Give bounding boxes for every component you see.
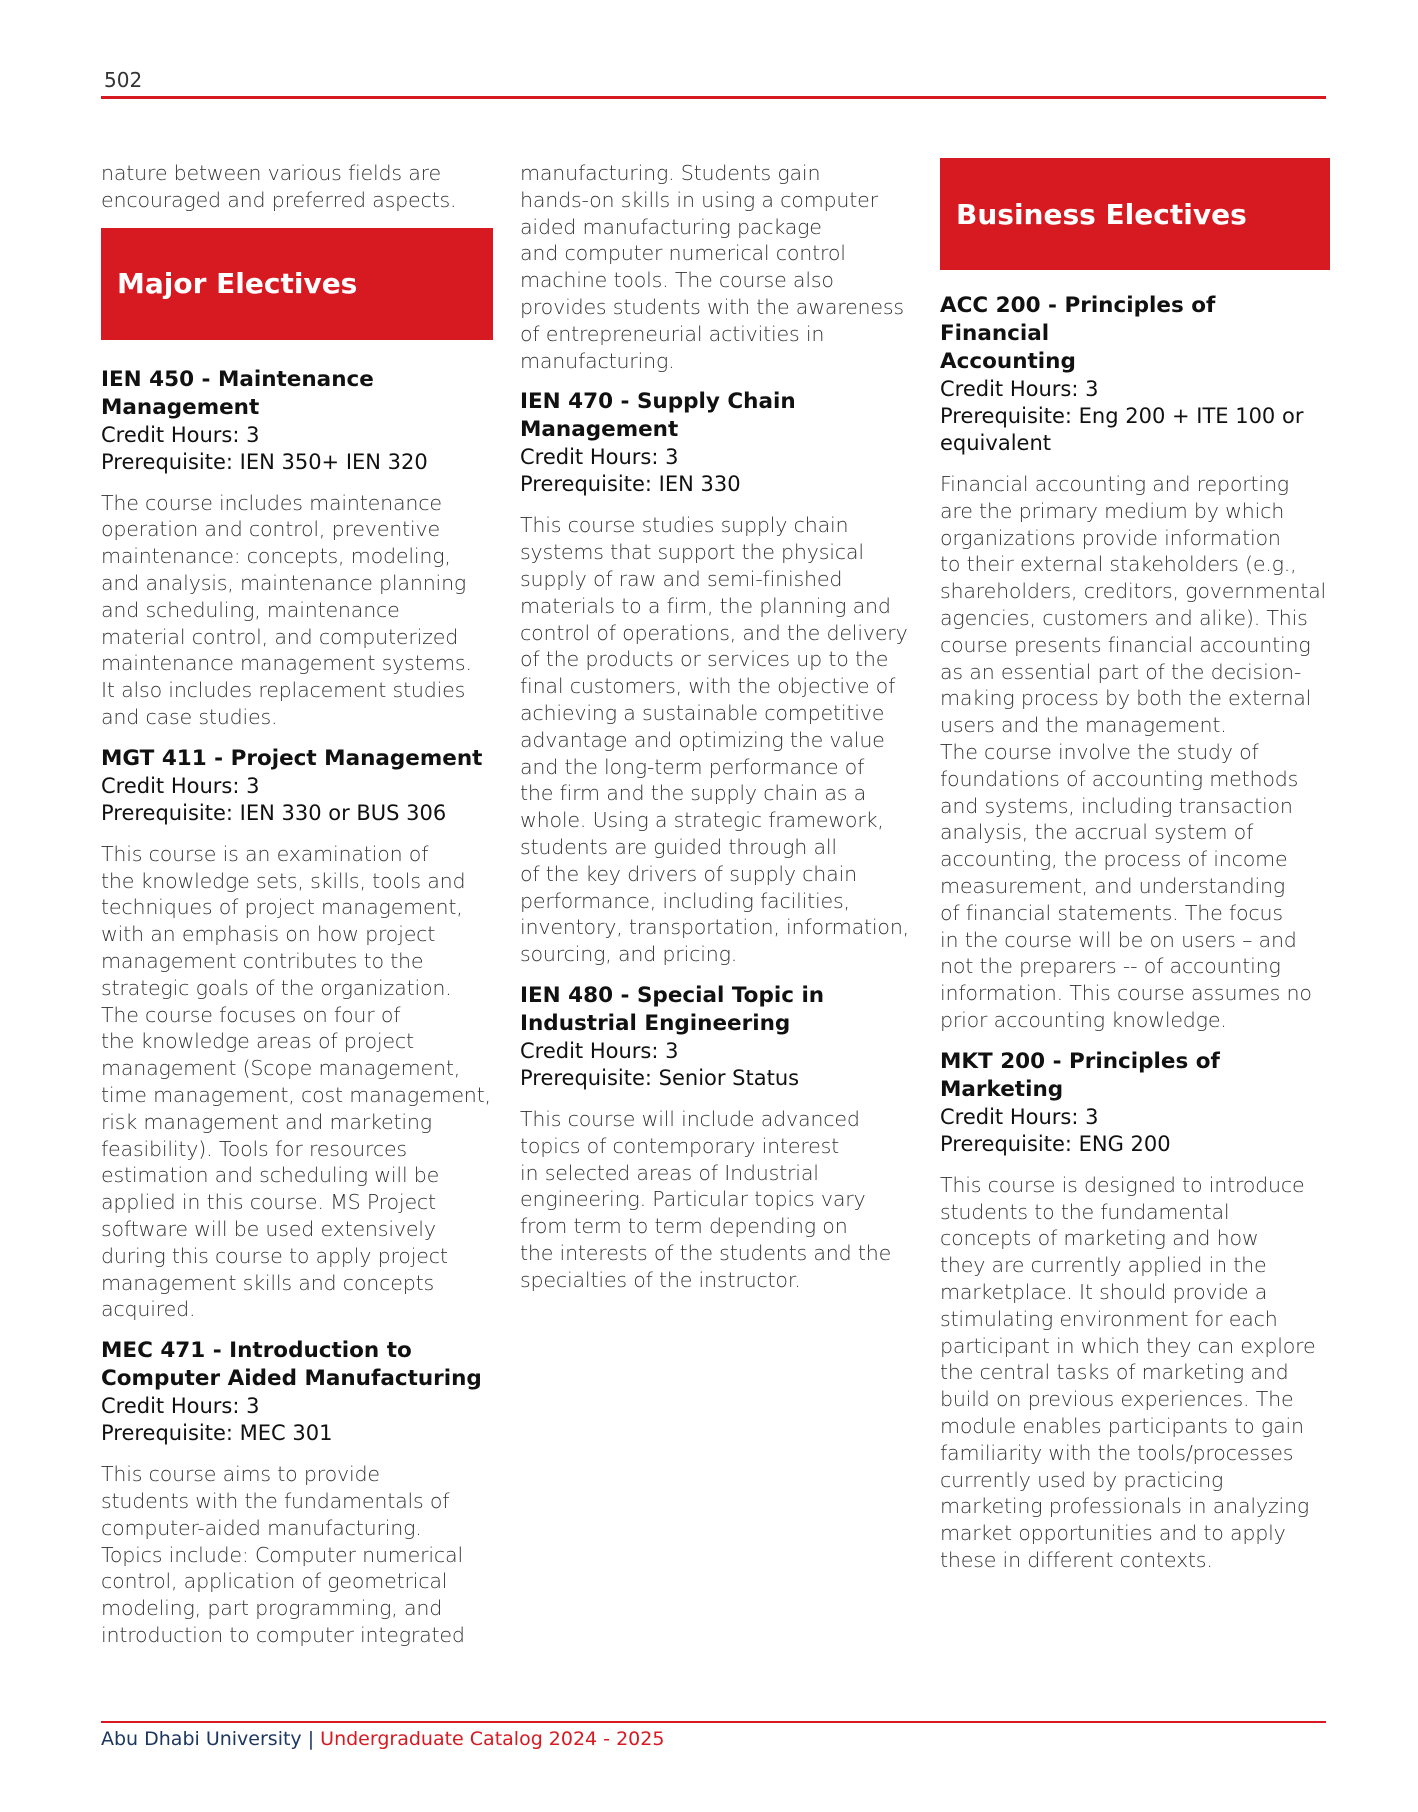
footer-doc-title: Undergraduate Catalog 2024 - 2025	[320, 1728, 665, 1750]
course-description: This course studies supply chain systems that support the physical supply of raw and semi-finished materials to a firm, the planning and control of operations, and the delivery of the products or services up to the final customers, with the objective of achieving a sustainable competitive advantage and optimizing the value and the long-term performance of the firm and the supply chain as a whole. Using a strategic framework, students are guided through all of the key drivers of supply chain performance, including facilities, inventory, transportation, information, sourcing, and pricing.	[520, 513, 910, 967]
course-mec-471	[101, 1337, 493, 1649]
column-2	[520, 160, 912, 1308]
section-title: Business Electives	[956, 197, 1247, 231]
course-ien-480	[520, 982, 912, 1294]
course-description: This course aims to provide students with the fundamentals of computer-aided manufacturing. Topics include: Computer numerical control, application of geometrical modeling, part programming, and introduction to computer integrated	[101, 1462, 465, 1647]
course-mkt-200	[940, 1048, 1330, 1574]
course-title: ACC 200 - Principles of Financial Accounting	[940, 293, 1216, 374]
course-description: The course includes maintenance operation and control, preventive maintenance: concepts, modeling, and analysis, maintenance planning and scheduling, maintenance material control, and computerized maintenance management systems. It also includes replacement studies and case studies.	[101, 490, 472, 729]
course-title: MEC 471 - Introduction to Computer Aided Manufacturing	[101, 1338, 482, 1392]
column-1	[101, 160, 493, 1663]
course-description: Financial accounting and reporting are the primary medium by which organizations provide information to their external stakeholders (e.g., shareholders, creditors, governmental agencies, customers and alike). This course presents financial accounting as an essential part of the decision- making process by both the external users and the management. The course involve the study of foundations of accounting methods and systems, including transaction analysis, the accrual system of accounting, the process of income measurement, and understanding of financial statements. The focus in the course will be on users – and not the preparers -- of accounting information. This course assumes no prior accounting knowledge.	[940, 472, 1327, 1032]
course-description: This course is an examination of the knowledge sets, skills, tools and techniques of project management, with an emphasis on how project management contributes to the strategic goals of the organization. The course focuses on four of the knowledge areas of project management (Scope management, time management, cost management, risk management and marketing feasibility). Tools for resources estimation and scheduling will be applied in this course. MS Project software will be used extensively during this course to apply project management skills and concepts acquired.	[101, 841, 491, 1322]
course-meta: Credit Hours: 3 Prerequisite: IEN 330	[520, 445, 741, 497]
course-meta: Credit Hours: 3 Prerequisite: Senior Status	[520, 1038, 800, 1090]
course-meta: Credit Hours: 3 Prerequisite: MEC 301	[101, 1394, 333, 1446]
course-acc-200	[940, 292, 1330, 1034]
continued-text: manufacturing. Students gain hands-on skills in using a computer aided manufacturing package and computer numerical control machine tools. The course also provides students with the awareness of entrepreneurial activities in manufacturing.	[520, 161, 904, 373]
section-title: Major Electives	[117, 267, 358, 301]
header-rule	[101, 96, 1326, 99]
course-mgt-411	[101, 745, 493, 1323]
footer	[101, 1728, 664, 1750]
course-meta: Credit Hours: 3 Prerequisite: ENG 200	[940, 1104, 1171, 1156]
course-title: IEN 480 - Special Topic in Industrial Engineering	[520, 982, 825, 1036]
footer-org: Abu Dhabi University	[101, 1728, 302, 1750]
course-meta: Credit Hours: 3 Prerequisite: IEN 350+ IEN 320	[101, 422, 428, 474]
column-3	[940, 158, 1330, 1588]
continued-text: nature between various fields are encouraged and preferred aspects.	[101, 161, 457, 212]
course-title: IEN 450 - Maintenance Management	[101, 366, 374, 420]
footer-separator: |	[301, 1728, 321, 1750]
course-ien-470	[520, 388, 912, 968]
course-title: IEN 470 - Supply Chain Management	[520, 389, 796, 443]
course-description: This course is designed to introduce students to the fundamental concepts of marketing and how they are currently applied in the marketplace. It should provide a stimulating environment for each participant in which they can explore the central tasks of marketing and build on previous experiences. The module enables participants to gain familiarity with the tools/processes currently used by practicing marketing professionals in analyzing market opportunities and to apply these in different contexts.	[940, 1172, 1316, 1572]
course-meta: Credit Hours: 3 Prerequisite: Eng 200 + ITE 100 or equivalent	[940, 377, 1304, 455]
course-description: This course will include advanced topics of contemporary interest in selected areas of Industrial engineering. Particular topics vary from term to term depending on the interests of the students and the specialties of the instructor.	[520, 1106, 892, 1292]
footer-rule	[101, 1721, 1326, 1723]
course-ien-450	[101, 366, 493, 731]
section-header-major-electives	[101, 228, 493, 340]
section-header-business-electives	[940, 158, 1330, 270]
course-title: MKT 200 - Principles of Marketing	[940, 1048, 1220, 1102]
course-title: MGT 411 - Project Management	[101, 745, 483, 771]
page-number: 502	[104, 68, 143, 92]
course-meta: Credit Hours: 3 Prerequisite: IEN 330 or BUS 306	[101, 773, 447, 825]
